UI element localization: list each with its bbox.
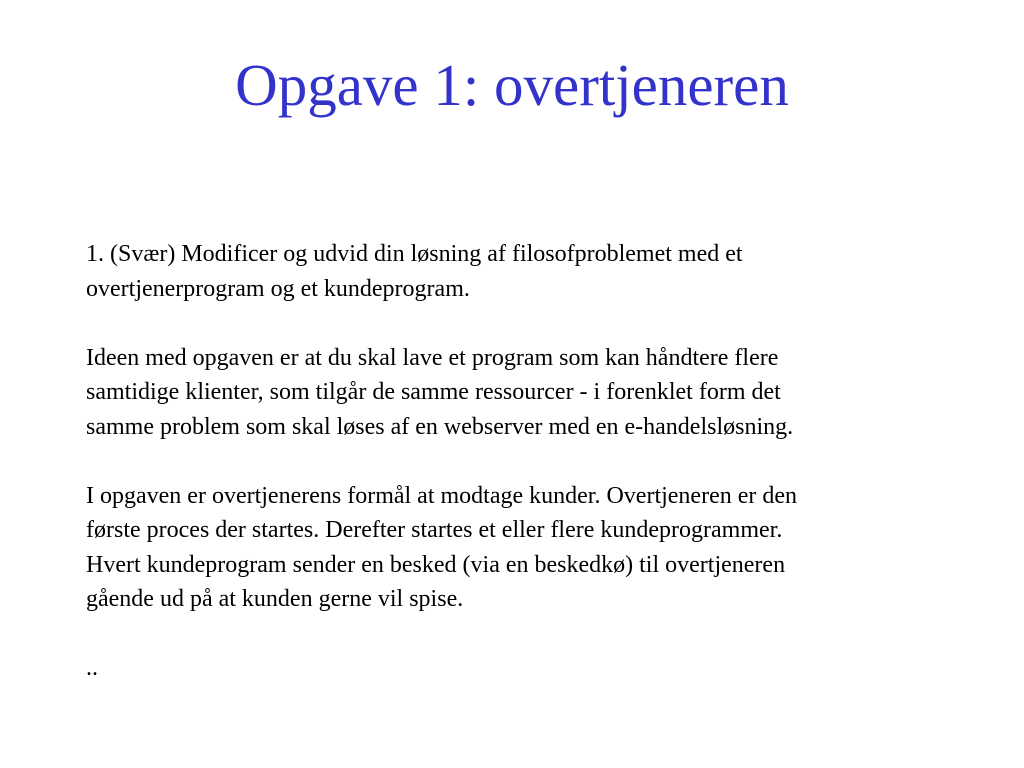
paragraph-ellipsis: .. — [86, 655, 98, 681]
paragraph-task: 1. (Svær) Modificer og udvid din løsning af filosofproblemet med et overtjenerprogram og et kundeprogram. — [86, 241, 743, 302]
paragraph-idea: Ideen med opgaven er at du skal lave et program som kan håndtere flere samtidige klienter, som tilgår de samme ressourcer - i forenklet form det samme problem som skal løses af en webserver med en e-handelsløsning. — [86, 344, 794, 440]
slide-title: Opgave 1: overtjeneren — [235, 52, 789, 118]
slide-body — [86, 237, 956, 686]
paragraph-purpose: I opgaven er overtjenerens formål at modtage kunder. Overtjeneren er den første proces der startes. Derefter startes et eller flere kundeprogrammer. Hvert kundeprogram sender en besked (via en beskedkø) til overtjeneren gående ud på at kunden gerne vil spise. — [86, 482, 798, 612]
